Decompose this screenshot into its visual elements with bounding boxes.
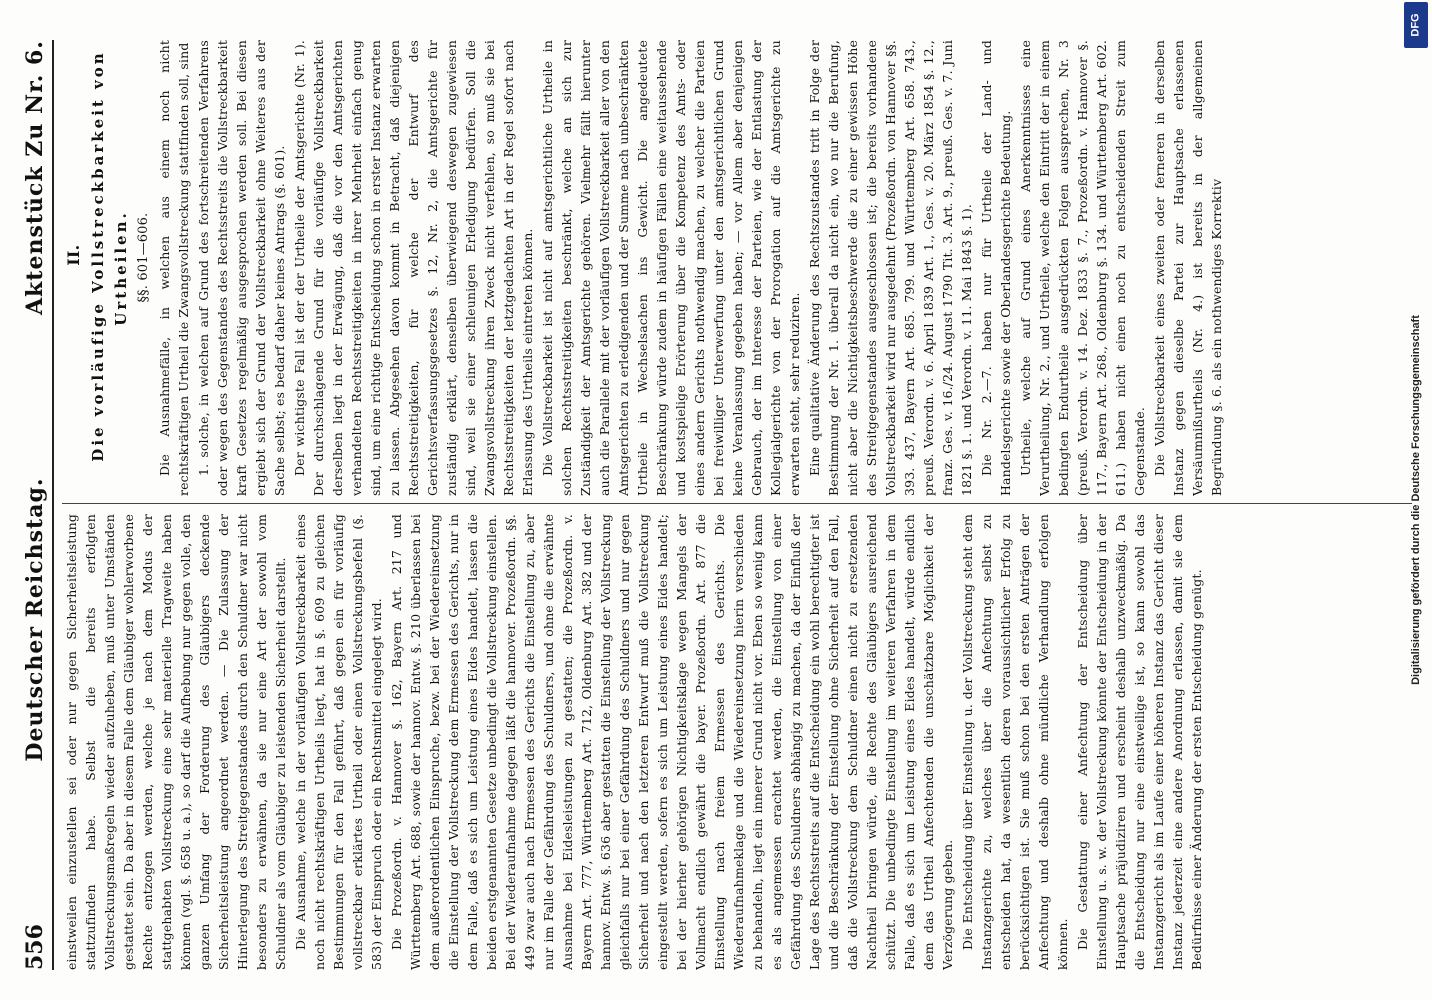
left-column: [62, 514, 1412, 970]
digitization-note: [1402, 0, 1430, 1000]
page-number: 556: [22, 924, 48, 970]
paragraph: Eine qualitative Änderung des Rechtszustandes tritt in Folge der Bestimmung der Nr. 1. überall da nicht ein, wo nur die Berufung, nicht aber die Nichtigkeitsbeschwerde die zu einer gewissen Höhe des Streitgegenstandes ausgeschlossen ist; die bereits vorhandene Vollstreckbarkeit wird nur ausgedehnt (Prozeßordn. von Hannover §§. 393. 437, Bayern Art. 685. 799. und Württemberg Art. 658. 743., preuß. Verordn. v. 6. April 1839 Art. 1., Ges. v. 20. März 1854 §. 12., franz. Ges. v. 16./24. August 1790 Tit. 3. Art. 9., preuß. Ges. v. 7. Juni 1821 §. 1. und Verordn. v. 11. Mai 1843 §. 1).: [806, 40, 974, 496]
paragraph: Die Vollstreckbarkeit eines zweiten oder ferneren in derselben Instanz gegen dieselbe Partei zur Hauptsache erlassenen Versäumnißurtheils (Nr. 4.) ist bereits in der allgemeinen Begründung §. 6. als ein nothwendiges Korrektiv: [1151, 40, 1224, 496]
paragraph: einstweilen einzustellen sei oder nur gegen Sicherheitsleistung stattzufinden habe. Selbst die bereits erfolgten Vollstreckungsmaßregeln wieder aufzuheben, muß unter Umständen gestattet sein. Da aber in diesem Falle dem Gläubiger wohlerworbene Rechte entzogen werden, welche je nach dem Modus der stattgehabten Vollstreckung eine sehr materielle Tragweite haben können (vgl. §. 658 u. a.), so darf die Aufhebung nur gegen volle, den ganzen Umfang der Forderung des Gläubigers deckende Sicherheitsleistung angeordnet werden. — Die Zulassung der Hinterlegung des Streitgegenstandes durch den Schuldner war nicht besonders zu erwähnen, da sie nur eine Art der sowohl vom Schuldner als vom Gläubiger zu leistenden Sicherheit darstellt.: [64, 514, 288, 970]
running-title-right: Aktenstück Zu Nr. 6.: [22, 40, 48, 316]
paragraph: Die Gestattung einer Anfechtung der Entscheidung über Einstellung u. s. w. der Vollstreckung könnte der Entscheidung in der Hauptsache präjudiziren und erscheint deshalb unzweckmäßig. Da die Entscheidung nur eine einstweilige ist, so kann sowohl das Instanzgericht als im Laufe einer höheren Instanz das Gericht dieser Instanz jederzeit eine andere Anordnung erlassen, damit sie dem Bedürfnisse einer Änderung der ersten Entscheidung genügt.: [1075, 514, 1204, 970]
running-title-left: Deutscher Reichstag.: [22, 477, 48, 762]
section-title: Die vorläufige Vollstreckbarkeit von Urtheilen.: [89, 50, 131, 462]
digitization-note-text: Digitalisierung gefördert durch die Deutsche Forschungsgemeinschaft: [1410, 315, 1423, 685]
page-header: [8, 40, 54, 970]
paragraph: Die Vollstreckbarkeit ist nicht auf amtsgerichtliche Urtheile in solchen Rechtsstreitigkeiten beschränkt, welche an sich zur Zuständigkeit der Amtsgerichte gehören. Vielmehr fällt hierunter auch die Parallele mit der vorläufigen Vollstreckbarkeit aller von den Amtsgerichten zu erledigenden und der Summe nach unbeschränkten Urtheile in Wechselsachen ins Gewicht. Die angedeutete Beschränkung würde zudem in häufigen Fällen eine weitaussehende und kostspielige Erörterung über die Kompetenz des Amts- oder eines andern Gerichts nothwendig machen, zu welcher die Parteien bei freiwilliger Unterwerfung unter den amtsgerichtlichen Grund keine Veranlassung gegeben haben; — vor Allem aber denjenigen Gebrauch, der im Interesse der Parteien, wie der Entlastung der Kollegialgerichte von der Prorogation auf die Amtsgerichte zu erwarten steht, sehr reduziren.: [539, 40, 802, 496]
paragraph: Die Entscheidung über Einstellung u. der Vollstreckung steht dem Instanzgerichte zu, welches über die Anfechtung selbst zu entscheiden hat, da wesentlich deren voraussichtlicher Erfolg zu berücksichtigen ist. Sie muß schon bei den ersten Anträgen der Anfechtung und deshalb ohne mündliche Verhandlung erfolgen können.: [960, 514, 1070, 970]
section-mark: II.: [64, 244, 83, 266]
section-range: §§. 601—606.: [135, 212, 151, 303]
paragraph: Die Prozeßordn. v. Hannover §. 162, Bayern Art. 217 und Württemberg Art. 688, sowie der hannov. Entw. §. 210 überlassen bei dem außerordentlichen Einspruche, bezw. bei der Wiedereinsetzung die Einstellung der Vollstreckung dem Ermessen des Gerichts, nur in dem Falle, daß es sich um Leistung eines Eides handelt, lassen die beiden erstgenannten Gesetze unbedingt die Vollstreckung einstellen. Bei der Wiederaufnahme dagegen läßt die hannover. Prozeßordn. §§. 449 zwar auch nach Ermessen des Gerichts die Einstellung zu, aber nur im Falle der Gefährdung des Schuldners, und ohne die erwähnte Ausnahme bei Eidesleistungen zu gestatten; die Prozeßordn. v. Bayern Art. 777, Württemberg Art. 712, Oldenburg Art. 382 und der hannov. Entw. §. 636 aber gestatten die Einstellung der Vollstreckung gleichfalls nur bei einer Gefährdung des Schuldners und nur gegen Sicherheit und nach den letzteren Entwurf muß die Vollstreckung eingestellt werden, sofern es sich um Leistung eines Eides handelt; bei der hierher gehörigen Nichtigkeitsklage wegen Mangels der Vollmacht endlich gewährt die bayer. Prozeßordn. Art. 877 die Einstellung nach freiem Ermessen des Gerichts. Die Wiederaufnahmeklage und die Wiedereinsetzung hierin verschieden zu behandeln, liegt ein innerer Grund nicht vor. Eben so wenig kann es als angemessen erachtet werden, die Einstellung von einer Gefährdung des Schuldners abhängig zu machen, da der Einfluß der Lage des Rechtsstreits auf die Entscheidung ein wohl berechtigter ist und die Beschränkung der Einstellung ohne Sicherheit auf den Fall, daß die Vollstreckung dem Schuldner einen nicht zu ersetzenden Nachtheil bringen würde, die Rechte des Gläubigers ausreichend schützt. Die unbedingte Einstellung im weiteren Verfahren in dem Falle, daß es sich um Leistung eines Eides handelt, würde endlich dem das Urtheil Anfechtenden die unschätzbare Möglichkeit der Verzögerung geben.: [389, 514, 955, 970]
dfg-logo: [1404, 2, 1428, 48]
paragraph: Die Ausnahme, welche in der vorläufigen Vollstreckbarkeit eines noch nicht rechtskräftigen Urtheils liegt, hat in §. 609 zu gleichen Bestimmungen für den Fall geführt, daß gegen ein für vorläufig vollstreckbar erklärtes Urtheil oder einen Vollstreckungsbefehl (§. 583) der Einspruch oder ein Rechtsmittel eingelegt wird.: [293, 514, 384, 970]
paragraph: Die Ausnahmefälle, in welchen aus einem noch nicht rechtskräftigen Urtheil die Zwangsvollstreckung stattfinden soll, sind: [156, 40, 191, 496]
paragraph: 1. solche, in welchen auf Grund des fortschreitenden Verfahrens oder wegen des Gegenstandes des Rechtsstreits die Vollstreckbarkeit kraft Gesetzes regelmäßig ausgesprochen werden soll. Bei diesen ergiebt sich der Grund der Vollstreckbarkeit ohne Weiteres aus der Sache selbst; es bedarf daher keines Antrags (§. 601).: [195, 40, 287, 496]
dfg-logo-text: DFG: [1409, 13, 1422, 37]
text-columns: [62, 40, 1412, 970]
paragraph: Urtheile, welche auf Grund eines Anerkenntnisses eine Verurtheilung, Nr. 2., und Urtheile, welche den Eintritt der in einem bedingten Endurtheile ausgedrückten Folgen aussprechen, Nr. 3 (preuß. Verordn. v. 14. Dez. 1833 §. 7., Prozeßordn. v. Hannover §. 117., Bayern Art. 268., Oldenburg §. 134. und Württemberg Art. 602. 611.) haben nicht einen noch zu entscheidenden Streit zum Gegenstande.: [1017, 40, 1147, 496]
paragraph: Der wichtigste Fall ist der der Urtheile der Amtsgerichte (Nr. 1). Der durchschlagende Grund für die vorläufige Vollstreckbarkeit derselben liegt in der Erwägung, daß die vor den Amtsgerichten verhandelten Rechtsstreitigkeiten in ihrer Mehrheit einfach genug sind, um eine richtige Entscheidung schon in erster Instanz erwarten zu lassen. Abgesehen davon kommt in Betracht, daß diejenigen Rechtsstreitigkeiten, für welche der Entwurf des Gerichtsverfassungsgesetzes §. 12, Nr. 2, die Amtsgerichte für zuständig erklärt, denselben überwiegend deswegen zugewiesen sind, weil sie einer schleunigen Erledigung bedürfen. Soll die Zwangsvollstreckung ihren Zweck nicht verfehlen, so muß sie bei Rechtsstreitigkeiten der letztgedachten Art in der Regel sofort nach Erlassung des Urtheils eintreten können.: [291, 40, 535, 496]
paragraph: Die Nr. 2.—7. haben nur für Urtheile der Land- und Handelsgerichte sowie der Oberlandesgerichte Bedeutung.: [978, 40, 1013, 496]
right-column: [62, 40, 1412, 496]
